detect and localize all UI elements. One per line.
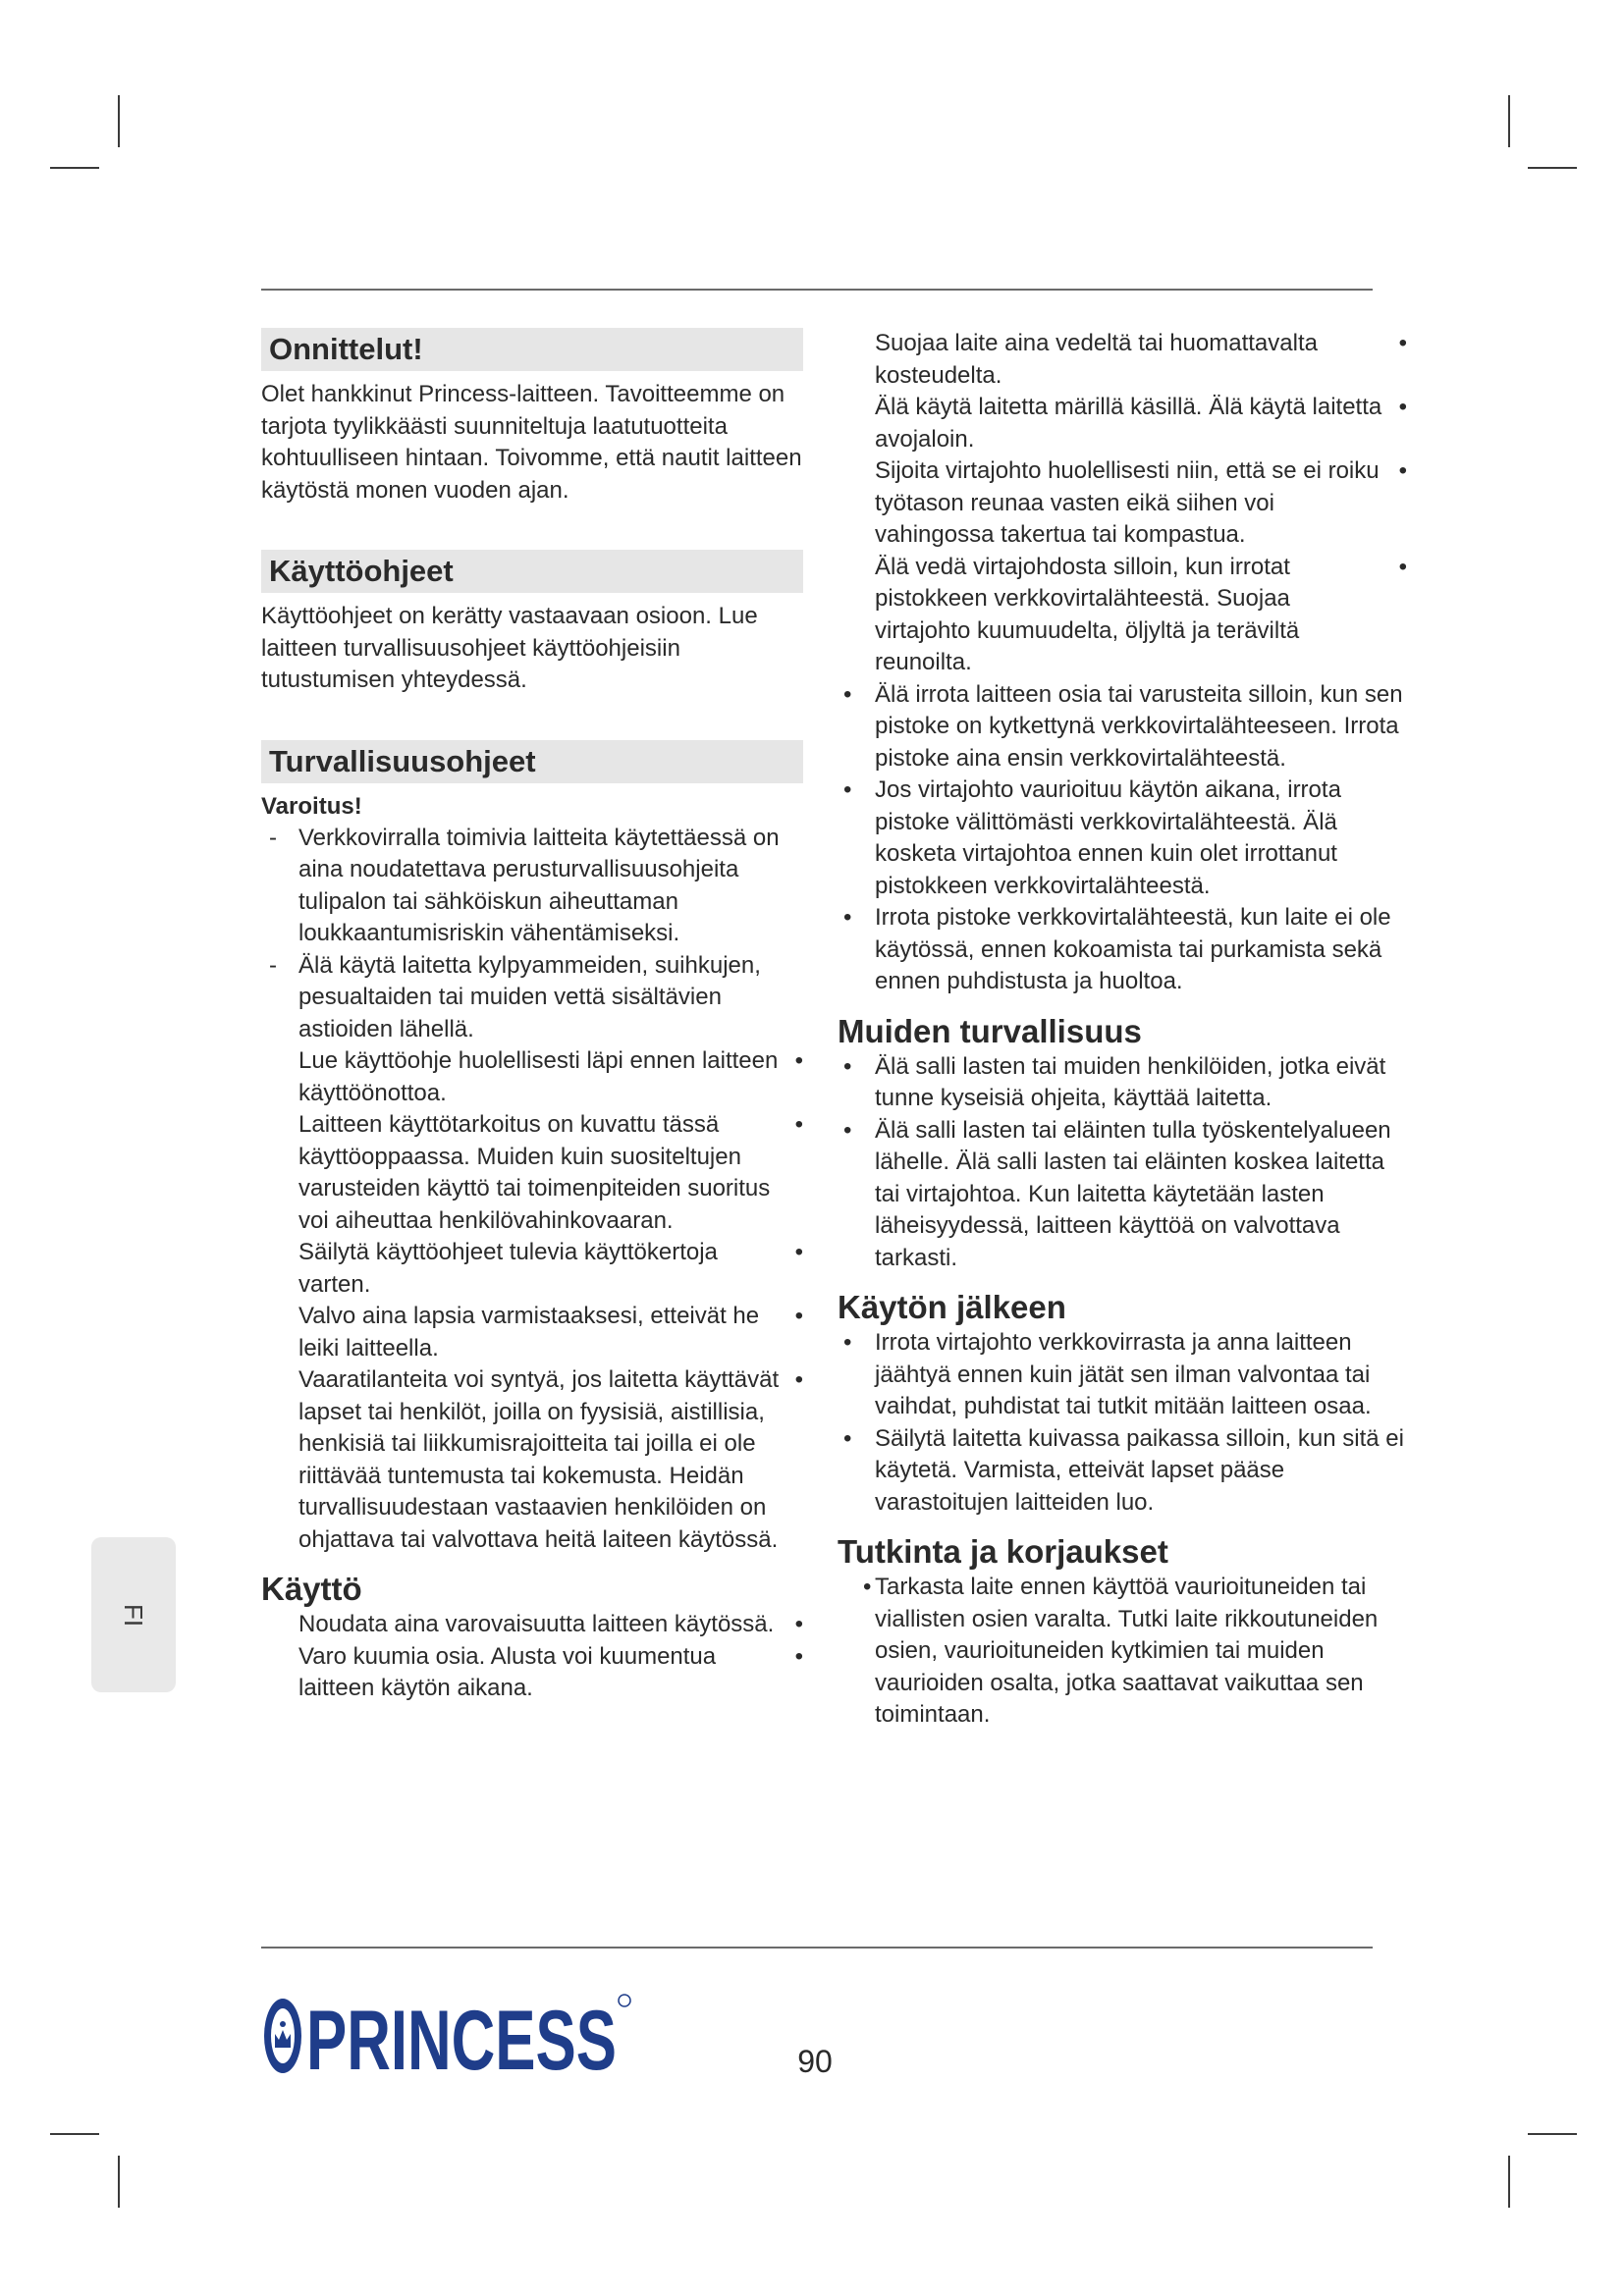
- congrats-text: Olet hankkinut Princess-laitteen. Tavoitteemme on tarjota tyylikkäästi suunniteltuja laatutuotteita kohtuulliseen hintaan. Toivomme, että nautit laitteen käytöstä monen vuoden ajan.: [261, 381, 802, 504]
- dot-item-text: Vaaratilanteita voi syntyä, jos laitetta käyttävät lapset tai henkilöt, joilla on fyysisiä, aistillisia, henkisiä tai liikkumisrajoitteita tai joilla ei ole riittävää tuntemusta tai kokemusta. Heidän turvallisuudestaan vastaavien henkilöiden on ohjattava tai valvottava heitä laiteen käytössä.: [298, 1366, 780, 1553]
- bullet-item-text: Älä irrota laitteen osia tai varusteita silloin, kun sen pistoke on kytkettynä verkkovirtalähteeseen. Irrota pistoke aina ensin verkkovirtalähteestä.: [875, 680, 1403, 772]
- list-item: • Älä salli lasten tai muiden henkilöiden, jotka eivät tunne kyseisiä ohjeita, käyttää laitetta.: [838, 1051, 1407, 1115]
- safety-heading: Turvallisuusohjeet: [269, 743, 536, 778]
- crop-mark-bottom-right-horizontal: [1528, 2133, 1577, 2135]
- registered-mark-icon: [619, 1995, 630, 2006]
- dash-item-text: Älä käytä laitetta kylpyammeiden, suihkujen, pesualtaiden tai muiden vettä sisältävien astioiden lähellä.: [298, 951, 761, 1042]
- instructions-heading-bar: [261, 550, 803, 593]
- list-item: Varo kuumia osia. Alusta voi kuumentua laitteen käytön aikana. •: [261, 1641, 803, 1705]
- list-item: • Irrota virtajohto verkkovirrasta ja anna laitteen jäähtyä ennen kuin jätät sen ilman valvontaa tai vaihdat, puhdistat tai tutkit mitään laitteen osaa.: [838, 1327, 1407, 1423]
- crop-mark-bottom-left-vertical: [118, 2156, 120, 2208]
- list-item: • Jos virtajohto vaurioituu käytön aikana, irrota pistoke välittömästi verkkovirtalähteestä. Älä kosketa virtajohtoa ennen kuin olet irrottanut pistokkeen verkkovirtalähteestä.: [838, 774, 1407, 902]
- list-item: Valvo aina lapsia varmistaaksesi, etteivät he leiki laitteella. •: [261, 1301, 803, 1364]
- list-item: Lue käyttöohje huolellisesti läpi ennen laitteen käyttöönottoa. •: [261, 1045, 803, 1109]
- crop-mark-bottom-right-vertical: [1508, 2156, 1510, 2208]
- list-item: Vaaratilanteita voi syntyä, jos laitetta käyttävät lapset tai henkilöt, joilla on fyysisiä, aistillisia, henkisiä tai liikkumisrajoitteita tai joilla ei ole riittävää tuntemusta tai kokemusta. Heidän turvallisuudestaan vastaavien henkilöiden on ohjattava tai valvottava heitä laiteen käytössä. •: [261, 1364, 803, 1556]
- dot-item-text: Älä vedä virtajohdosta silloin, kun irrotat pistokkeen verkkovirtalähteestä. Suojaa virtajohto kuumuudelta, öljyltä ja teräviltä reunoilta.: [875, 553, 1300, 675]
- inspection-text: Tarkasta laite ennen käyttöä vaurioituneiden tai viallisten osien varalta. Tutki laite rikkoutuneiden osien, vaurioituneiden kytkimien tai muiden vaurioiden osalta, jotka saattavat vaikuttaa sen toimintaan.: [875, 1574, 1379, 1728]
- use-heading: Käyttö: [261, 1571, 362, 1607]
- left-column: [261, 328, 803, 1705]
- right-column: [838, 328, 1407, 1732]
- logo-wordmark: PRINCESS: [306, 1994, 617, 2088]
- list-item: • Tarkasta laite ennen käyttöä vaurioituneiden tai viallisten osien varalta. Tutki laite rikkoutuneiden osien, vaurioituneiden kytkimien tai muiden vaurioiden osalta, jotka saattavat vaikuttaa sen toimintaan.: [838, 1572, 1407, 1732]
- dot-item-text: Laitteen käyttötarkoitus on kuvattu tässä käyttöoppaassa. Muiden kuin suositeltujen varusteiden käyttö tai toimenpiteiden suoritus voi aiheuttaa henkilövahinkovaaran.: [298, 1111, 771, 1234]
- instructions-heading: Käyttöohjeet: [269, 554, 454, 588]
- crop-mark-top-right-horizontal: [1528, 167, 1577, 169]
- list-item: - Verkkovirralla toimivia laitteita käytettäessä on aina noudatettava perusturvallisuusohjeita tulipalon tai sähköiskun aiheuttaman loukkaantumisriskin vähentämiseksi.: [261, 823, 803, 950]
- instructions-text: Käyttöohjeet on kerätty vastaavaan osioon. Lue laitteen turvallisuusohjeet käyttöohjeisiin tutustumisen yhteydessä.: [261, 603, 758, 693]
- princess-logo: [261, 1987, 634, 2088]
- dot-item-text: Suojaa laite aina vedeltä tai huomattavalta kosteudelta.: [875, 330, 1318, 389]
- after-use-heading: Käytön jälkeen: [838, 1289, 1066, 1325]
- bullet-item-text: Älä salli lasten tai muiden henkilöiden, jotka eivät tunne kyseisiä ohjeita, käyttää laitetta.: [875, 1052, 1386, 1111]
- list-item: Noudata aina varovaisuutta laitteen käytössä. •: [261, 1609, 803, 1641]
- list-item: Sijoita virtajohto huolellisesti niin, että se ei roiku työtason reunaa vasten eikä siihen voi vahingossa takertua tai kompastua. •: [838, 455, 1407, 552]
- bullet-item-text: Jos virtajohto vaurioituu käytön aikana, irrota pistoke välittömästi verkkovirtalähteestä. Älä kosketa virtajohtoa ennen kuin olet irrottanut pistokkeen verkkovirtalähteestä.: [875, 776, 1341, 899]
- crown-emblem-icon: [264, 1999, 301, 2073]
- list-item: Suojaa laite aina vedeltä tai huomattavalta kosteudelta. •: [838, 328, 1407, 392]
- bullet-item-text: Säilytä laitetta kuivassa paikassa silloin, kun sitä ei käytetä. Varmista, etteivät lapset pääse varastoitujen laitteiden luo.: [875, 1424, 1404, 1516]
- list-item: Älä vedä virtajohdosta silloin, kun irrotat pistokkeen verkkovirtalähteestä. Suojaa virtajohto kuumuudelta, öljyltä ja teräviltä reunoilta. •: [838, 552, 1407, 679]
- safety-heading-bar: [261, 740, 803, 783]
- other-safety-heading: Muiden turvallisuus: [838, 1012, 1142, 1049]
- language-tab-label: FI: [119, 1603, 149, 1627]
- language-tab: [91, 1537, 176, 1692]
- list-item: • Säilytä laitetta kuivassa paikassa silloin, kun sitä ei käytetä. Varmista, etteivät lapset pääse varastoitujen laitteiden luo.: [838, 1423, 1407, 1520]
- dot-item-text: Sijoita virtajohto huolellisesti niin, että se ei roiku työtason reunaa vasten eikä siihen voi vahingossa takertua tai kompastua.: [875, 457, 1380, 548]
- list-item: • Irrota pistoke verkkovirtalähteestä, kun laite ei ole käytössä, ennen kokoamista tai purkamista sekä ennen puhdistusta ja huoltoa.: [838, 902, 1407, 998]
- bullet-item-text: Älä salli lasten tai eläinten tulla työskentelyalueen lähelle. Älä salli lasten tai eläinten koskea laitetta tai virtajohtoa. Kun laitetta käytetään lasten läheisyydessä, laitteen käyttöä on valvottava tarkasti.: [875, 1116, 1391, 1271]
- dot-item-text: Lue käyttöohje huolellisesti läpi ennen laitteen käyttöönottoa.: [298, 1047, 779, 1106]
- crop-mark-top-left-vertical: [118, 95, 120, 147]
- bullet-item-text: Irrota pistoke verkkovirtalähteestä, kun laite ei ole käytössä, ennen kokoamista tai purkamista sekä ennen puhdistusta ja huoltoa.: [875, 904, 1391, 994]
- crop-mark-top-left-horizontal: [50, 167, 99, 169]
- page-number: 90: [797, 2044, 833, 2079]
- bullet-item-text: Irrota virtajohto verkkovirrasta ja anna laitteen jäähtyä ennen kuin jätät sen ilman valvontaa tai vaihdat, puhdistat tai tutkit mitään laitteen osaa.: [875, 1329, 1372, 1419]
- dot-item-text: Varo kuumia osia. Alusta voi kuumentua laitteen käytön aikana.: [298, 1642, 717, 1701]
- top-rule: [261, 289, 1373, 291]
- crop-mark-bottom-left-horizontal: [50, 2133, 99, 2135]
- crop-mark-top-right-vertical: [1508, 95, 1510, 147]
- congrats-heading-bar: [261, 328, 803, 371]
- list-item: - Älä käytä laitetta kylpyammeiden, suihkujen, pesualtaiden tai muiden vettä sisältävien astioiden lähellä.: [261, 950, 803, 1046]
- dot-item-text: Valvo aina lapsia varmistaaksesi, etteivät he leiki laitteella.: [298, 1303, 760, 1362]
- dot-item-text: Säilytä käyttöohjeet tulevia käyttökertoja varten.: [298, 1239, 718, 1298]
- list-item: Laitteen käyttötarkoitus on kuvattu tässä käyttöoppaassa. Muiden kuin suositeltujen varusteiden käyttö tai toimenpiteiden suoritus voi aiheuttaa henkilövahinkovaaran. •: [261, 1109, 803, 1237]
- congrats-heading: Onnittelut!: [269, 332, 423, 366]
- bottom-rule: [261, 1947, 1373, 1949]
- list-item: Älä käytä laitetta märillä käsillä. Älä käytä laitetta avojaloin. •: [838, 392, 1407, 455]
- list-item: • Älä salli lasten tai eläinten tulla työskentelyalueen lähelle. Älä salli lasten tai eläinten koskea laitetta tai virtajohtoa. Kun laitetta käytetään lasten läheisyydessä, laitteen käyttöä on valvottava tarkasti.: [838, 1115, 1407, 1275]
- dot-item-text: Älä käytä laitetta märillä käsillä. Älä käytä laitetta avojaloin.: [875, 394, 1382, 453]
- inspection-heading: Tutkinta ja korjaukset: [838, 1533, 1168, 1570]
- warning-label: Varoitus!: [261, 792, 362, 820]
- dot-item-text: Noudata aina varovaisuutta laitteen käytössä.: [298, 1611, 775, 1637]
- list-item: • Älä irrota laitteen osia tai varusteita silloin, kun sen pistoke on kytkettynä verkkovirtalähteeseen. Irrota pistoke aina ensin verkkovirtalähteestä.: [838, 679, 1407, 775]
- dash-item-text: Verkkovirralla toimivia laitteita käytettäessä on aina noudatettava perusturvallisuusohjeita tulipalon tai sähköiskun aiheuttaman loukkaantumisriskin vähentämiseksi.: [298, 824, 780, 946]
- list-item: Säilytä käyttöohjeet tulevia käyttökertoja varten. •: [261, 1237, 803, 1301]
